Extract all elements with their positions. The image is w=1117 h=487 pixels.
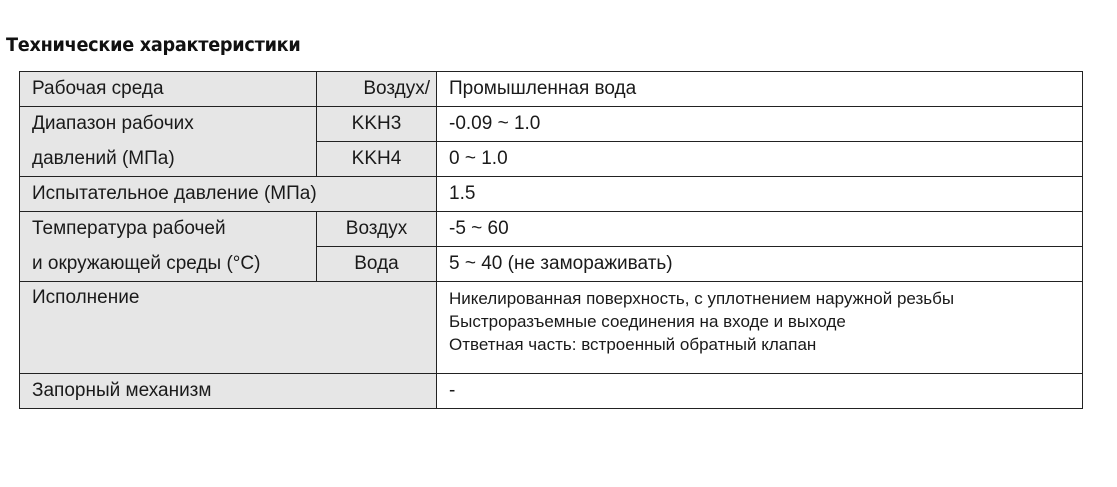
pressure-range-label: Диапазон рабочих [20, 107, 317, 142]
medium-label: Рабочая среда [20, 72, 317, 107]
pressure-range-kkn4-sub: KKH4 [317, 142, 437, 177]
temperature-water-sub: Вода [317, 247, 437, 282]
execution-line: Никелированная поверхность, с уплотнением наружной резьбы [449, 289, 955, 308]
table-row [20, 142, 1083, 177]
table-row [20, 247, 1083, 282]
specifications-table [19, 71, 1083, 409]
pressure-range-kkn3-sub: KKH3 [317, 107, 437, 142]
table-row [20, 374, 1083, 409]
table-row [20, 177, 1083, 212]
execution-line: Ответная часть: встроенный обратный клапан [449, 335, 817, 354]
execution-label: Исполнение [20, 282, 437, 374]
temperature-water-value: 5 ~ 40 (не замораживать) [437, 247, 1083, 282]
temperature-air-value: -5 ~ 60 [437, 212, 1083, 247]
table-row [20, 212, 1083, 247]
test-pressure-label: Испытательное давление (МПа) [20, 177, 437, 212]
medium-value: Промышленная вода [437, 72, 1083, 107]
pressure-range-label-cont: давлений (МПа) [20, 142, 317, 177]
table-row [20, 72, 1083, 107]
table-row [20, 107, 1083, 142]
execution-value [437, 282, 1083, 374]
table-row [20, 282, 1083, 374]
pressure-range-kkn4-value: 0 ~ 1.0 [437, 142, 1083, 177]
execution-line: Быстроразъемные соединения на входе и выходе [449, 312, 846, 331]
shutoff-label: Запорный механизм [20, 374, 437, 409]
medium-sub: Воздух/ [317, 72, 437, 107]
test-pressure-value: 1.5 [437, 177, 1083, 212]
shutoff-value: - [437, 374, 1083, 409]
temperature-label-cont: и окружающей среды (°С) [20, 247, 317, 282]
temperature-label: Температура рабочей [20, 212, 317, 247]
pressure-range-kkn3-value: -0.09 ~ 1.0 [437, 107, 1083, 142]
temperature-air-sub: Воздух [317, 212, 437, 247]
section-title: Технические характеристики [6, 34, 301, 56]
